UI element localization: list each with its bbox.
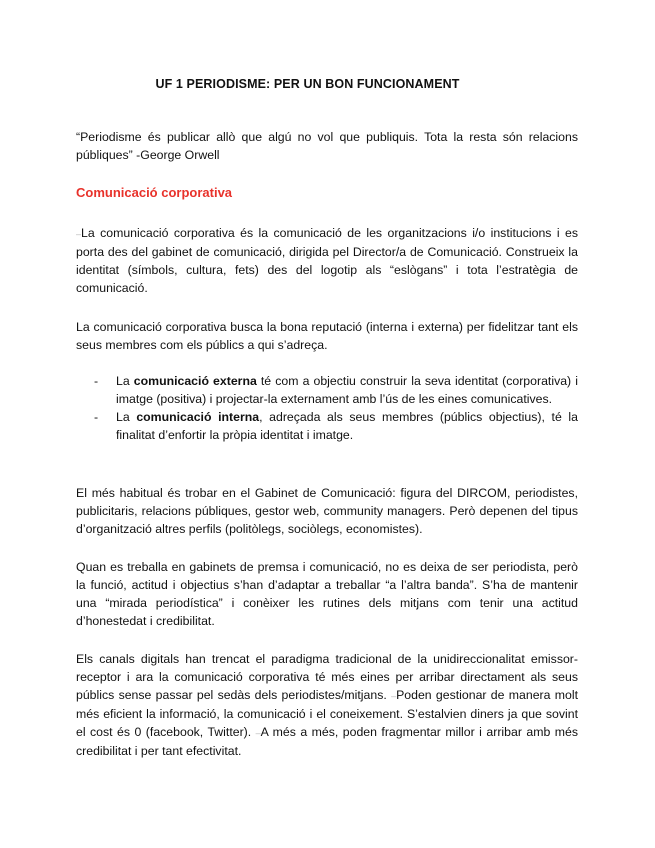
paragraph-text: La comunicació corporativa és la comunicació de les organitzacions i/o institucions i es porta des del gabinet de comunicació, dirigida pel Director/a de Comunicació. Construeix la identitat (símbols, cultura, fets) des del logotip als “eslògans” i tota l’estratègia de comunicació. — [76, 226, 578, 295]
dash-marker: – — [76, 229, 82, 239]
dash-marker: – — [391, 691, 397, 701]
bullet-external-communication — [76, 372, 578, 408]
paragraph-dircom: El més habitual és trobar en el Gabinet de Comunicació: figura del DIRCOM, periodistes, publicitaris, relacions públiques, gestor web, community managers. Però depenen del tipus d’organització altres perfils (politòlegs, sociòlegs, economistes). — [76, 486, 578, 536]
orwell-quote: “Periodisme és publicar allò que algú no vol que publiquis. Tota la resta són relacions públiques” -George Orwell — [76, 130, 578, 162]
paragraph-text: A més a més, poden fragmentar millor i arribar amb més credibilitat i per tant efectivitat. — [76, 725, 578, 758]
bullet-bold-term: comunicació interna — [136, 410, 260, 424]
bullet-internal-communication — [76, 408, 578, 444]
paragraph-reputation: La comunicació corporativa busca la bona reputació (interna i externa) per fidelitzar tant els seus membres com els públics a qui s’adreça. — [76, 320, 578, 352]
dash-marker: – — [255, 728, 261, 738]
paragraph-digital-channels — [76, 650, 578, 760]
section-heading: Comunicació corporativa — [76, 185, 233, 200]
bullet-dash: - — [94, 410, 99, 424]
paragraph-text: Poden gestionar de manera molt més eficient la informació, la comunicació i el coneixement. S’estalvien diners ja que sovint el cost és 0 (facebook, Twitter). — [76, 688, 578, 739]
bullet-bold-term: comunicació externa — [133, 374, 257, 388]
document-title: UF 1 PERIODISME: PER UN BON FUNCIONAMENT — [155, 77, 460, 91]
bullet-text: , adreçada als seus membres (públics objectius), té la finalitat d’enfortir la pròpia identitat i imatge. — [116, 410, 578, 442]
bullet-prefix: La — [116, 410, 137, 424]
bullet-text: té com a objectiu construir la seva identitat (corporativa) i imatge (positiva) i projectar-la externament amb l’ús de les eines comunicatives. — [116, 374, 578, 406]
bullet-dash: - — [94, 374, 99, 388]
paragraph-corporate-communication — [76, 224, 578, 297]
paragraph-text: Els canals digitals han trencat el paradigma tradicional de la unidireccionalitat emissor-receptor i ara la comunicació corporativa té més eines per arribar directament als seus públics sense passar pel sedàs dels periodistes/mitjans. — [76, 652, 578, 702]
paragraph-press-offices: Quan es treballa en gabinets de premsa i comunicació, no es deixa de ser periodista, però la funció, actitud i objectius s’han d’adaptar a treballar “a l’altra banda”. S’ha de mantenir una “mirada periodística” i conèixer les rutines dels mitjans com tenir una actitud d’honestedat i credibilitat. — [76, 560, 578, 628]
bullet-prefix: La — [116, 374, 134, 388]
communication-bullet-list — [76, 372, 578, 444]
